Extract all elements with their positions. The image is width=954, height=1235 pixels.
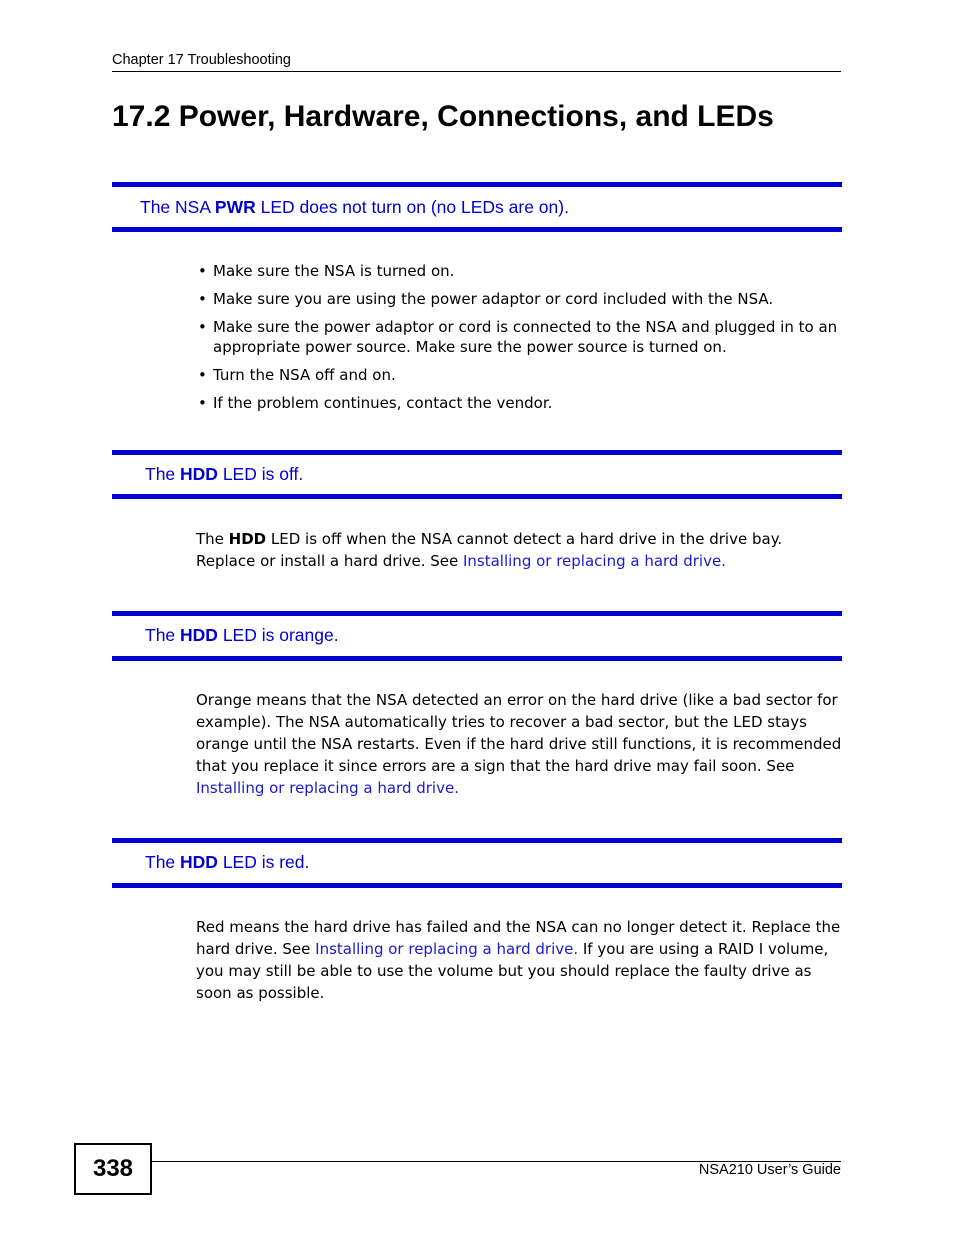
problem-text-bold: HDD — [180, 852, 218, 872]
list-item: • Make sure the power adaptor or cord is connected to the NSA and plugged in to an appropriate power source. Make sure the power source is turned on. — [196, 318, 846, 357]
header-rule — [112, 71, 841, 72]
problem-text-bold: PWR — [214, 197, 256, 217]
problem-text-post: LED is orange. — [217, 625, 339, 645]
list-item: • Turn the NSA off and on. — [196, 366, 846, 386]
problem-text-post: LED is red. — [217, 852, 310, 872]
cross-reference-link[interactable]: Installing or replacing a hard drive — [196, 779, 455, 797]
list-item: • Make sure you are using the power adaptor or cord included with the NSA. — [196, 290, 846, 310]
problem-text-pre: The — [145, 464, 181, 484]
paragraph-hdd-off: The HDD LED is off when the NSA cannot detect a hard drive in the drive bay. Replace or install a hard drive. See Installing or replacing a hard drive. — [196, 530, 783, 570]
page-number — [74, 1143, 152, 1195]
problem-heading-hdd-orange — [112, 611, 842, 661]
list-item: • Make sure the NSA is turned on. — [196, 262, 846, 282]
paragraph-hdd-red: Red means the hard drive has failed and the NSA can no longer detect it. Replace the hard drive. See Installing or replacing a hard drive. If you are using a RAID I volume, you may still be able to use the volume but you should replace the faulty drive as soon as possible. — [196, 918, 841, 1002]
problem-text-pre: The — [145, 625, 181, 645]
running-footer: NSA210 User’s Guide — [698, 1162, 841, 1178]
problem-text-bold: HDD — [180, 625, 218, 645]
problem-heading-hdd-off — [112, 450, 842, 499]
cross-reference-link[interactable]: Installing or replacing a hard drive. — [315, 940, 579, 958]
bold-term: HDD — [228, 530, 267, 548]
section-title: 17.2 Power, Hardware, Connections, and LEDs — [112, 100, 774, 133]
problem-text-post: LED does not turn on (no LEDs are on). — [255, 197, 569, 217]
problem-heading-pwr-led — [112, 182, 842, 232]
paragraph-hdd-orange: Orange means that the NSA detected an error on the hard drive (like a bad sector for example). The NSA automatically tries to recover a bad sector, but the LED stays orange until the NSA restarts. Even if the hard drive still functions, it is recommended that you replace it since errors are a sign that the hard drive may fail soon. See Installing or replacing a hard drive. — [196, 691, 842, 797]
cross-reference-link[interactable]: Installing or replacing a hard drive. — [462, 552, 726, 570]
running-header: Chapter 17 Troubleshooting — [112, 52, 291, 68]
problem-heading-hdd-red — [112, 838, 842, 888]
problem-text-pre: The NSA — [140, 197, 215, 217]
problem-text-bold: HDD — [180, 464, 218, 484]
problem-text-post: LED is off. — [217, 464, 304, 484]
list-item: • If the problem continues, contact the vendor. — [196, 394, 846, 414]
problem-text-pre: The — [145, 852, 181, 872]
page-number-text: 338 — [92, 1155, 134, 1182]
checklist — [196, 262, 846, 422]
